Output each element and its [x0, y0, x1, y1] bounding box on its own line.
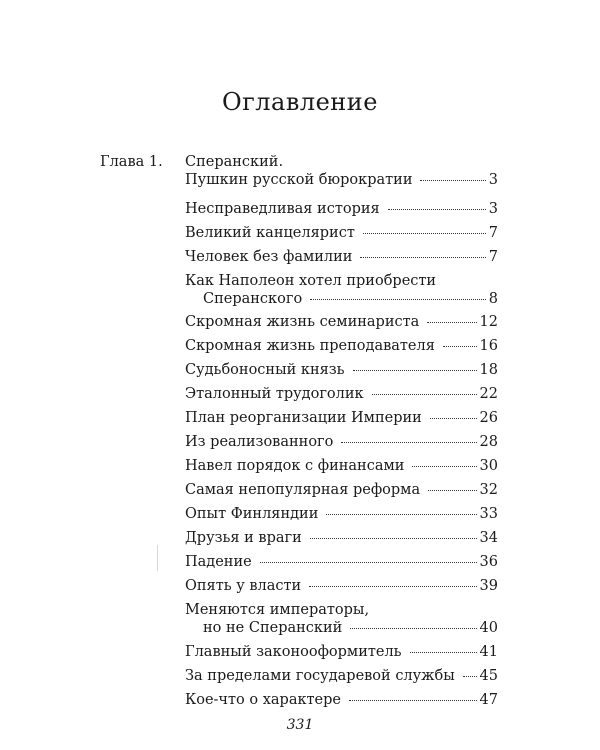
page-title: Оглавление: [222, 88, 378, 116]
dot-leader: [353, 370, 477, 371]
page-reference: 18: [479, 362, 498, 378]
toc-entry-title: Эталонный трудоголик: [185, 386, 364, 402]
toc-entry-line: [185, 313, 498, 331]
toc-entry-title: Главный законооформитель: [185, 644, 402, 660]
toc-entry-title: Скромная жизнь семинариста: [185, 314, 420, 330]
chapter-heading-line: [185, 171, 498, 189]
dot-leader: [309, 586, 476, 587]
page-reference: 36: [479, 554, 498, 570]
page-reference: 16: [479, 338, 498, 354]
toc-entry: [185, 577, 498, 595]
toc-entry-line: [185, 577, 498, 595]
page-reference: 7: [488, 249, 498, 265]
toc-entry: [185, 224, 498, 242]
dot-leader: [341, 442, 476, 443]
page-reference: 12: [479, 314, 498, 330]
toc-entry-line: [185, 481, 498, 499]
scan-artifact: [157, 545, 158, 571]
toc-entry: [185, 248, 498, 266]
page-reference: 3: [488, 172, 498, 188]
toc-entry-title: Несправедливая история: [185, 201, 380, 217]
toc-entry-title: Самая непопулярная реформа: [185, 482, 421, 498]
dot-leader: [349, 700, 477, 701]
page-reference: 47: [479, 692, 498, 708]
toc-entry: [185, 553, 498, 571]
toc-entry: [185, 667, 498, 685]
dot-leader: [412, 466, 476, 467]
toc-entry: [185, 313, 498, 331]
dot-leader: [360, 257, 485, 258]
toc-entry-line: [185, 200, 498, 218]
toc-entry: [185, 433, 498, 451]
page-reference: 34: [479, 530, 498, 546]
toc-entry-title: Навел порядок с финансами: [185, 458, 405, 474]
chapter-heading-subtitle: Пушкин русской бюрократии: [185, 172, 413, 188]
toc-entry-line: [185, 505, 498, 523]
toc-entry: [185, 272, 498, 308]
dot-leader: [260, 562, 477, 563]
toc-entry-list: [185, 200, 498, 709]
toc-entry-title: Опять у власти: [185, 578, 302, 594]
toc-entry-title: Сперанского: [203, 291, 303, 307]
toc-entry-line: [185, 248, 498, 266]
toc-entry-line: [185, 224, 498, 242]
toc-entry-line: [185, 601, 498, 619]
dot-leader: [430, 418, 477, 419]
dot-leader: [410, 652, 477, 653]
toc-entry-title: Судьбоносный князь: [185, 362, 345, 378]
toc-entry-line: [185, 553, 498, 571]
page-reference: 8: [488, 291, 498, 307]
page-reference: 26: [479, 410, 498, 426]
toc-entry: [185, 457, 498, 475]
toc-entry-line: [185, 361, 498, 379]
dot-leader: [350, 628, 476, 629]
dot-leader: [310, 538, 477, 539]
chapter-heading-line: [185, 153, 498, 171]
page-reference: 22: [479, 386, 498, 402]
toc-entry-line: [185, 272, 498, 290]
dot-leader: [463, 676, 477, 677]
toc-entry-title: Падение: [185, 554, 252, 570]
page-reference: 32: [479, 482, 498, 498]
toc-entry: [185, 505, 498, 523]
toc-entry-title: Из реализованного: [185, 434, 334, 450]
toc-entry-line: [185, 667, 498, 685]
page-number: 331: [286, 717, 314, 733]
chapter-label: Глава 1.: [100, 154, 163, 170]
toc-entry-title: Человек без фамилии: [185, 249, 353, 265]
toc-entry: [185, 409, 498, 427]
toc-entry-title: Великий канцелярист: [185, 225, 355, 241]
chapter-heading-title: Сперанский.: [185, 154, 284, 170]
toc-entry: [185, 481, 498, 499]
dot-leader: [363, 233, 486, 234]
toc-entry: [185, 385, 498, 403]
toc-entry-line: [185, 619, 498, 637]
toc-entry-title: Меняются императоры,: [185, 602, 370, 618]
toc-entry-line: [185, 643, 498, 661]
page-reference: 3: [488, 201, 498, 217]
dot-leader: [427, 322, 476, 323]
dot-leader: [372, 394, 477, 395]
toc-entry-title: Скромная жизнь преподавателя: [185, 338, 435, 354]
toc-entry-line: [185, 433, 498, 451]
toc-entry-line: [185, 457, 498, 475]
toc-entry-line: [185, 385, 498, 403]
toc-entry-title: План реорганизации Империи: [185, 410, 422, 426]
page-reference: 28: [479, 434, 498, 450]
page-reference: 45: [479, 668, 498, 684]
page-reference: 40: [479, 620, 498, 636]
page-reference: 41: [479, 644, 498, 660]
toc-entry-title: Друзья и враги: [185, 530, 302, 546]
page-reference: 39: [479, 578, 498, 594]
chapter-heading: [185, 153, 498, 189]
toc-entry-line: [185, 409, 498, 427]
dot-leader: [443, 346, 477, 347]
page-reference: 7: [488, 225, 498, 241]
toc-entry-line: [185, 529, 498, 547]
toc-entry-line: [185, 290, 498, 308]
toc-entry-title: За пределами государевой службы: [185, 668, 455, 684]
dot-leader: [428, 490, 476, 491]
toc-entry: [185, 601, 498, 637]
table-of-contents: [185, 153, 498, 709]
toc-entry-title: Как Наполеон хотел приобрести: [185, 273, 437, 289]
toc-entry-title: но не Сперанский: [203, 620, 343, 636]
dot-leader: [326, 514, 476, 515]
toc-entry-title: Кое-что о характере: [185, 692, 341, 708]
toc-entry-line: [185, 691, 498, 709]
dot-leader: [310, 299, 486, 300]
page-reference: 30: [479, 458, 498, 474]
toc-entry: [185, 643, 498, 661]
page-reference: 33: [479, 506, 498, 522]
toc-entry: [185, 529, 498, 547]
toc-entry: [185, 200, 498, 218]
toc-entry-title: Опыт Финляндии: [185, 506, 319, 522]
toc-entry-line: [185, 337, 498, 355]
toc-entry: [185, 361, 498, 379]
dot-leader: [420, 180, 485, 181]
toc-entry: [185, 691, 498, 709]
dot-leader: [388, 209, 486, 210]
toc-entry: [185, 337, 498, 355]
